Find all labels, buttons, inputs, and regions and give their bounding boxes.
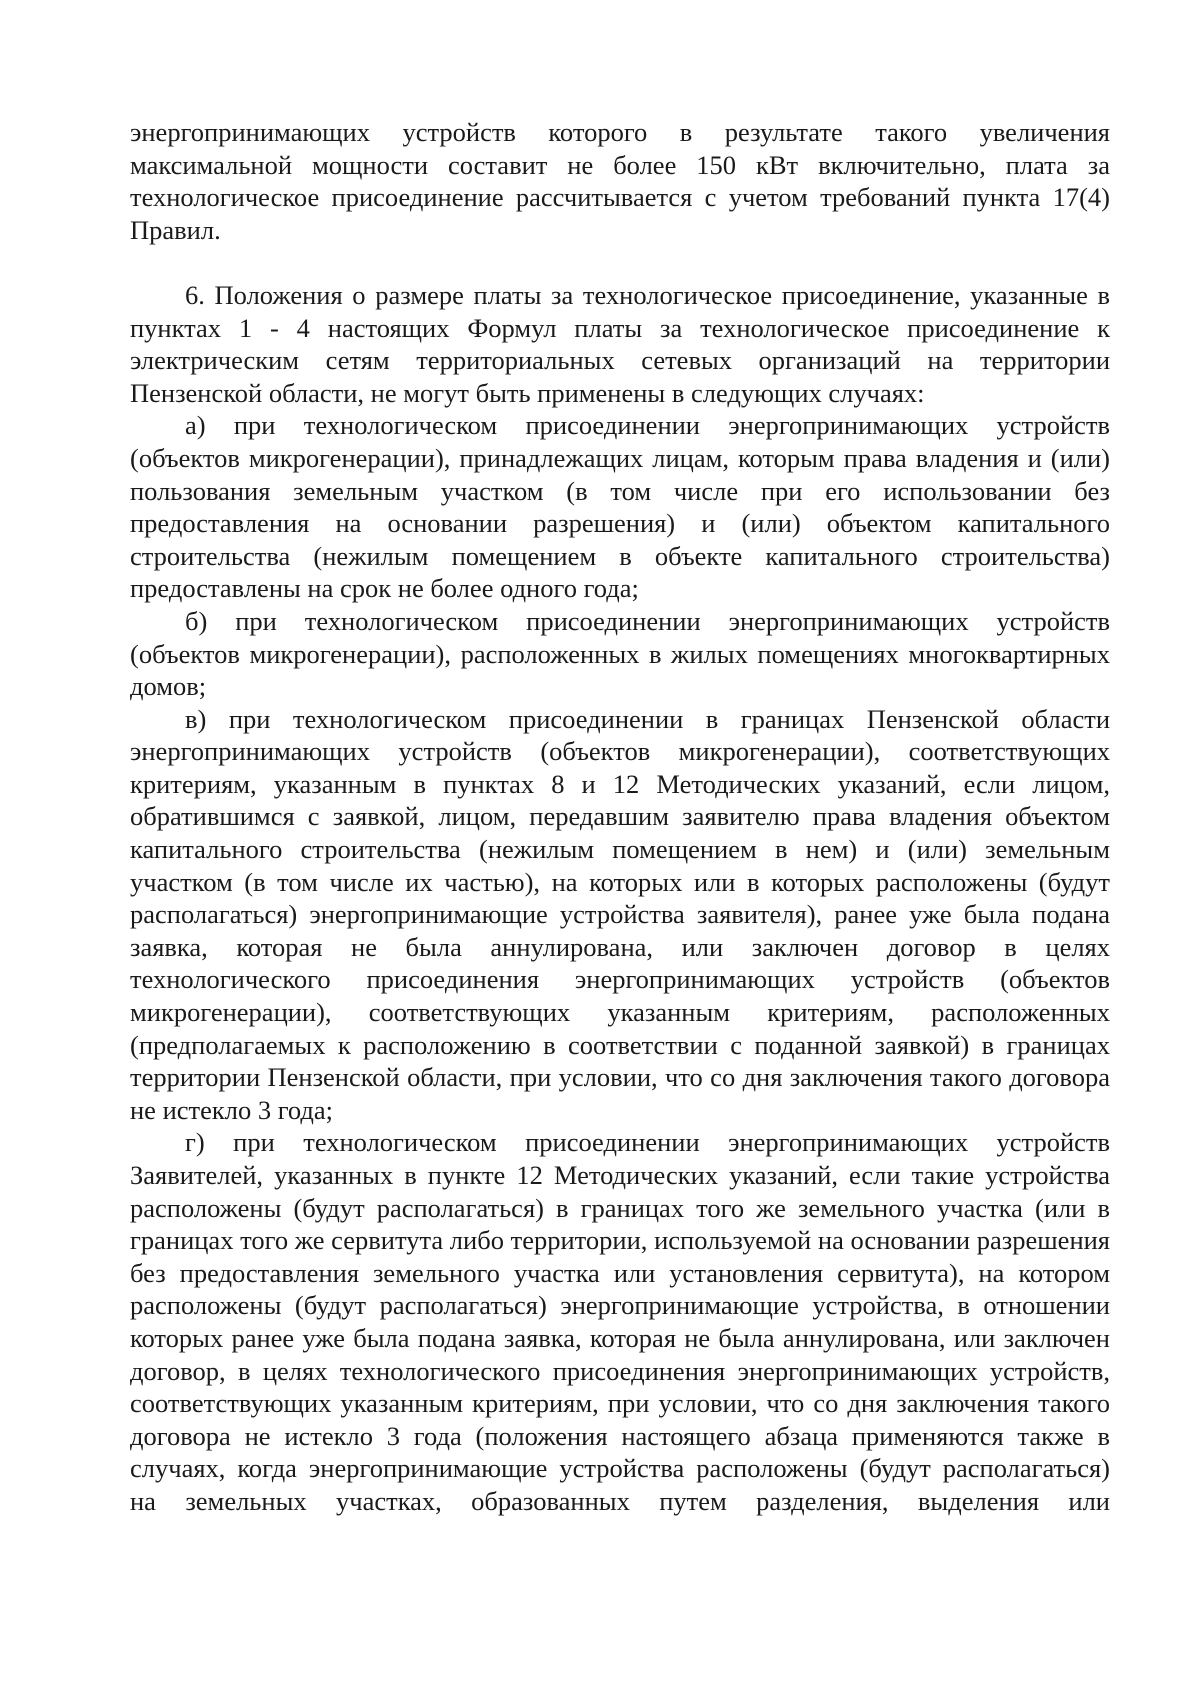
paragraph-subitem-b: б) при технологическом присоединении энергопринимающих устройств (объектов микрогенерации), расположенных в жилых помещениях многоквартирных домов; [130, 605, 1110, 702]
paragraph-item-6: 6. Положения о размере платы за технологическое присоединение, указанные в пунктах 1 - 4 настоящих Формул платы за технологическое присоединение к электрическим сетям территориальных сетевых организаций на территории Пензенской области, не могут быть применены в следующих случаях: [130, 279, 1110, 408]
document-body [130, 116, 1110, 1518]
paragraph-subitem-g: г) при технологическом присоединении энергопринимающих устройств Заявителей, указанных в пункте 12 Методических указаний, если такие устройства расположены (будут располагаться) в границах того же земельного участка (или в границах того же сервитута либо территории, используемой на основании разрешения без предоставления земельного участка или установления сервитута), на котором расположены (будут располагаться) энергопринимающие устройства, в отношении которых ранее уже была подана заявка, которая не была аннулирована, или заключен договор, в целях технологического присоединения энергопринимающих устройств, соответствующих указанным критериям, при условии, что со дня заключения такого договора не истекло 3 года (положения настоящего абзаца применяются также в случаях, когда энергопринимающие устройства расположены (будут располагаться) на земельных участках, образованных путем разделения, выделения или [130, 1127, 1110, 1516]
paragraph-subitem-a: а) при технологическом присоединении энергопринимающих устройств (объектов микрогенерации), принадлежащих лицам, которым права владения и (или) пользования земельным участком (в том числе при его использовании без предоставления на основании разрешения) и (или) объектом капитального строительства (нежилым помещением в объекте капитального строительства) предоставлены на срок не более одного года; [130, 410, 1110, 604]
paragraph-subitem-v: в) при технологическом присоединении в границах Пензенской области энергопринимающих устройств (объектов микрогенерации), соответствующих критериям, указанным в пунктах 8 и 12 Методических указаний, если лицом, обратившимся с заявкой, лицом, передавшим заявителю права владения объектом капитального строительства (нежилым помещением в нем) и (или) земельным участком (в том числе их частью), на которых или в которых расположены (будут располагаться) энергопринимающие устройства заявителя), ранее уже была подана заявка, которая не была аннулирована, или заключен договор в целях технологического присоединения энергопринимающих устройств (объектов микрогенерации), соответствующих указанным критериям, расположенных (предполагаемых к расположению в соответствии с поданной заявкой) в границах территории Пензенской области, при условии, что со дня заключения такого договора не истекло 3 года; [130, 703, 1110, 1125]
paragraph-continuation: энергопринимающих устройств которого в результате такого увеличения максимальной мощности составит не более 150 кВт включительно, плата за технологическое присоединение рассчитывается с учетом требований пункта 17(4) Правил. [130, 117, 1110, 245]
